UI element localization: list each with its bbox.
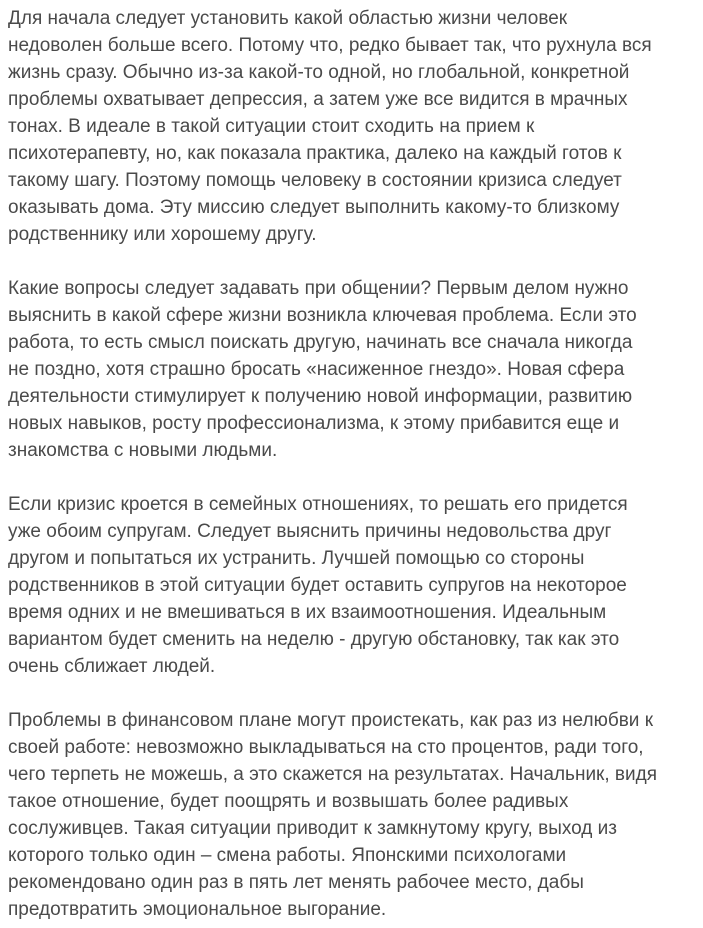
- text-line: такому шагу. Поэтому помощь человеку в состоянии кризиса следует: [8, 170, 622, 191]
- text-line: время одних и не вмешиваться в их взаимоотношения. Идеальным: [8, 602, 607, 623]
- text-line: тонах. В идеале в такой ситуации стоит сходить на прием к: [8, 116, 535, 137]
- text-line: недоволен больше всего. Потому что, редко бывает так, что рухнула вся: [8, 35, 652, 56]
- paragraph-1: [8, 5, 695, 248]
- text-line: деятельности стимулирует к получению новой информации, развитию: [8, 386, 633, 407]
- text-line: вариантом будет сменить на неделю - другую обстановку, так как это: [8, 629, 620, 650]
- text-line: которого только один – смена работы. Японскими психологами: [8, 845, 567, 866]
- text-line: своей работе: невозможно выкладываться на сто процентов, ради того,: [8, 737, 644, 758]
- text-line: сослуживцев. Такая ситуации приводит к замкнутому кругу, выход из: [8, 818, 617, 839]
- text-line: работа, то есть смысл поискать другую, начинать все сначала никогда: [8, 332, 633, 353]
- text-line: предотвратить эмоциональное выгорание.: [8, 899, 387, 920]
- text-line: чего терпеть не можешь, а это скажется на результатах. Начальник, видя: [8, 764, 658, 785]
- paragraph-3: [8, 491, 695, 680]
- paragraph-2: [8, 275, 695, 464]
- text-line: очень сближает людей.: [8, 656, 216, 677]
- text-line: оказывать дома. Эту миссию следует выполнить какому-то близкому: [8, 197, 620, 218]
- text-line: родственников в этой ситуации будет оставить супругов на некоторое: [8, 575, 627, 596]
- text-line: Для начала следует установить какой областью жизни человек: [8, 8, 568, 29]
- text-line: рекомендовано один раз в пять лет менять рабочее место, дабы: [8, 872, 584, 893]
- text-line: знакомства с новыми людьми.: [8, 440, 278, 461]
- text-line: не поздно, хотя страшно бросать «насиженное гнездо». Новая сфера: [8, 359, 625, 380]
- text-line: проблемы охватывает депрессия, а затем уже все видится в мрачных: [8, 89, 628, 110]
- paragraph-4: [8, 707, 695, 923]
- text-line: выяснить в какой сфере жизни возникла ключевая проблема. Если это: [8, 305, 637, 326]
- text-line: новых навыков, росту профессионализма, к этому прибавится еще и: [8, 413, 620, 434]
- text-line: такое отношение, будет поощрять и возвышать более радивых: [8, 791, 569, 812]
- text-line: жизнь сразу. Обычно из-за какой-то одной, но глобальной, конкретной: [8, 62, 630, 83]
- text-line: психотерапевту, но, как показала практика, далеко на каждый готов к: [8, 143, 622, 164]
- text-line: другом и попытаться их устранить. Лучшей помощью со стороны: [8, 548, 585, 569]
- text-line: уже обоим супругам. Следует выяснить причины недовольства друг: [8, 521, 612, 542]
- text-line: родственнику или хорошему другу.: [8, 224, 317, 245]
- text-line: Какие вопросы следует задавать при общении? Первым делом нужно: [8, 278, 629, 299]
- text-line: Если кризис кроется в семейных отношениях, то решать его придется: [8, 494, 628, 515]
- text-line: Проблемы в финансовом плане могут проистекать, как раз из нелюбви к: [8, 710, 654, 731]
